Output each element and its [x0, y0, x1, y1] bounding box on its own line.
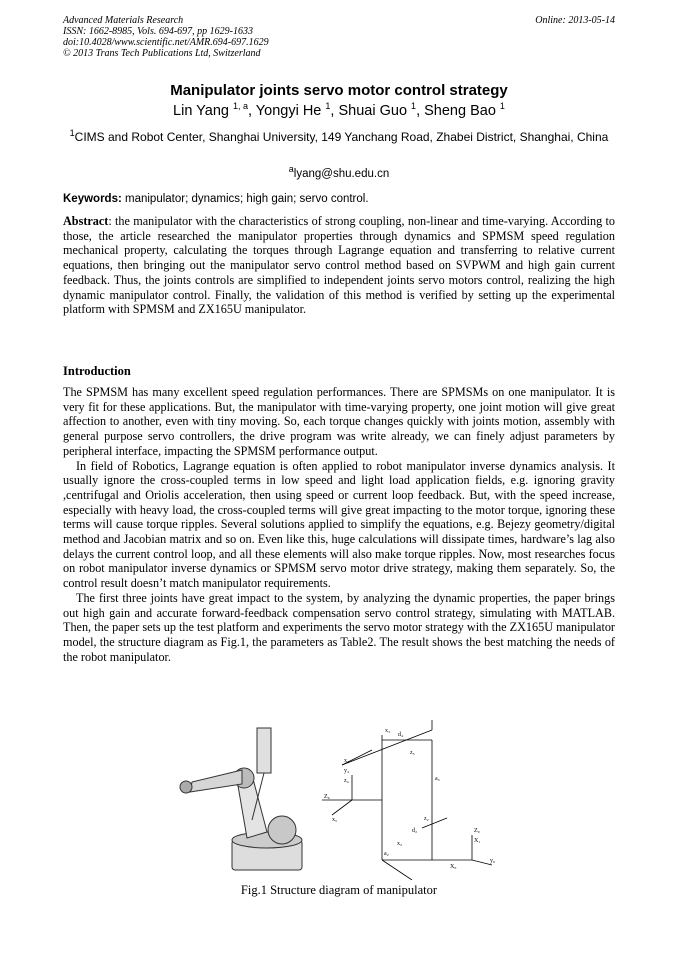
frame-label: Z₆: [324, 794, 330, 800]
frame-label: y₀: [490, 858, 496, 864]
axis-line: [342, 730, 432, 765]
robot-wrist: [180, 781, 192, 793]
intro-paragraph-1: The SPMSM has many excellent speed regulation performances. There are SPMSMs on one manipulator. It is very fit for these applications. But, the manipulator with time-varying property, one joint motion will give great affection to another, even with tiny moving. So, each torque changes quickly with joints motion, assembly with general purpose servo controllers, the drive program was write already, we can finely adjust parameters by peripheral interface, impacting the SPMSM performance output.: [63, 385, 615, 458]
keywords-text: manipulator; dynamics; high gain; servo control.: [121, 193, 369, 205]
intro-paragraph-3: The first three joints have great impact to the system, by analyzing the dynamic properties, the paper brings out high gain and accurate forward-feedback compensation servo control strategy, simulating with MATLAB. Then, the paper sets up the test platform and experiments the servo motor strategy with the ZX165U manipulator model, the structure diagram as Fig.1, the parameters as Table2. The result shows the best matching the needs of the robot manipulator.: [63, 590, 615, 664]
robot-counterweight: [257, 728, 271, 773]
robot-shoulder-motor: [268, 816, 296, 844]
affiliation: [63, 130, 615, 145]
frame-label: z₄: [344, 778, 349, 784]
coordinate-frames-diagram: [322, 720, 492, 880]
author-affil-mark: 1: [325, 101, 331, 112]
author-affil-mark: 1: [411, 101, 417, 112]
paper-title: Manipulator joints servo motor control strategy: [170, 82, 508, 99]
affiliation-text: CIMS and Robot Center, Shanghai University, 149 Yanchang Road, Zhabei District, Shanghai, China: [74, 130, 609, 144]
email-address[interactable]: lyang@shu.edu.cn: [293, 168, 390, 180]
frame-label: Z₀: [474, 828, 480, 834]
journal-name: Advanced Materials Research: [63, 15, 184, 26]
robot-arm-illustration: [180, 728, 302, 870]
frame-label: x₂: [397, 841, 403, 847]
affiliation-mark: 1: [69, 128, 75, 138]
frame-label: d₄: [398, 732, 404, 738]
abstract-text: : the manipulator with the characteristics of strong coupling, non-linear and time-varying. According to those, the article researched the manipulator properties through dynamics and SPMSM speed regulation mechanical property, calculating the torques through Lagrange equation and transferring to relative current equations, then bringing out the manipulator servo control method based on SVPWM and high gain current feedback. Thus, the joints controls are simplified to independent joints servo motors control, realizing the high dynamic manipulator control. Finally, the validation of this method is verified by setting up the experimental platform with SPMSM and ZX165U manipulator.: [63, 214, 615, 317]
robot-upper-arm: [190, 770, 242, 792]
author-affil-mark: 1, a: [232, 101, 248, 112]
contact-email: [0, 164, 678, 180]
manipulator-structure-figure: [172, 720, 502, 880]
frame-label: x₃: [385, 728, 391, 734]
axis-line: [332, 800, 352, 815]
frame-labels: [324, 728, 495, 870]
frame-label: X₁: [474, 838, 481, 844]
author-name: Yongyi He: [255, 103, 322, 119]
abstract: [63, 214, 615, 317]
frame-label: y₄: [344, 768, 350, 774]
axis-line: [382, 860, 412, 880]
introduction-body: [63, 385, 615, 664]
email-mark: a: [288, 164, 294, 175]
author-name: Lin Yang: [173, 103, 229, 119]
frame-label: x₅: [332, 817, 338, 823]
frame-label: x₄: [344, 758, 350, 764]
keywords: [63, 193, 615, 205]
frame-label: z₂: [424, 816, 429, 822]
journal-issn: ISSN: 1662-8985, Vols. 694-697, pp 1629-1633: [63, 26, 253, 37]
figure-caption: Fig.1 Structure diagram of manipulator: [240, 883, 438, 897]
axis-line: [472, 860, 492, 865]
journal-copyright: © 2013 Trans Tech Publications Ltd, Switzerland: [63, 48, 261, 59]
section-heading-introduction: Introduction: [63, 364, 131, 378]
frame-label: a₃: [435, 776, 440, 782]
author-name: Sheng Bao: [424, 103, 496, 119]
frame-label: X₀: [450, 864, 457, 870]
journal-doi: doi:10.4028/www.scientific.net/AMR.694-697.1629: [63, 37, 269, 48]
frame-label: a₂: [384, 851, 389, 857]
intro-paragraph-2: In field of Robotics, Lagrange equation is often applied to robot manipulator inverse dynamics analysis. It usually ignore the cross-coupled terms in low speed and light load application fields, e.g. ignoring gravity ,centrifugal and Oriolis acceleration, then using speed or current loop feedback. But, with the speed increase, especially with heavy load, the cross-coupled terms will give great impacting to the motor torque, ignoring these terms will cause torque ripples. Several solutions applied to simplify the equations, e.g. Bejezy geometry/digital method and Jacobian matrix and so on. Even like this, huge calculations will dissipate times, hardware’s lag also delays the current control loop, and all these elements will also make torque ripples. Now, most researches focus on robot manipulator inverse dynamics or SPMSM servo motor drive strategy, making them separately. So, the control result doesn’t match manipulator requirements.: [63, 458, 615, 591]
keywords-label: Keywords:: [63, 193, 122, 205]
journal-header: [63, 15, 269, 59]
author-list: Lin Yang $^{1, a}$, Yongyi He $^1$, Shuai Guo $^1$, Sheng Bao $^1$: [173, 101, 505, 119]
frame-label: z₅: [410, 750, 415, 756]
frame-label: d₂: [412, 828, 418, 834]
author-name: Shuai Guo: [338, 103, 408, 119]
author-affil-mark: 1: [499, 101, 505, 112]
abstract-label: Abstract: [63, 214, 109, 228]
online-date: Online: 2013-05-14: [535, 15, 615, 26]
